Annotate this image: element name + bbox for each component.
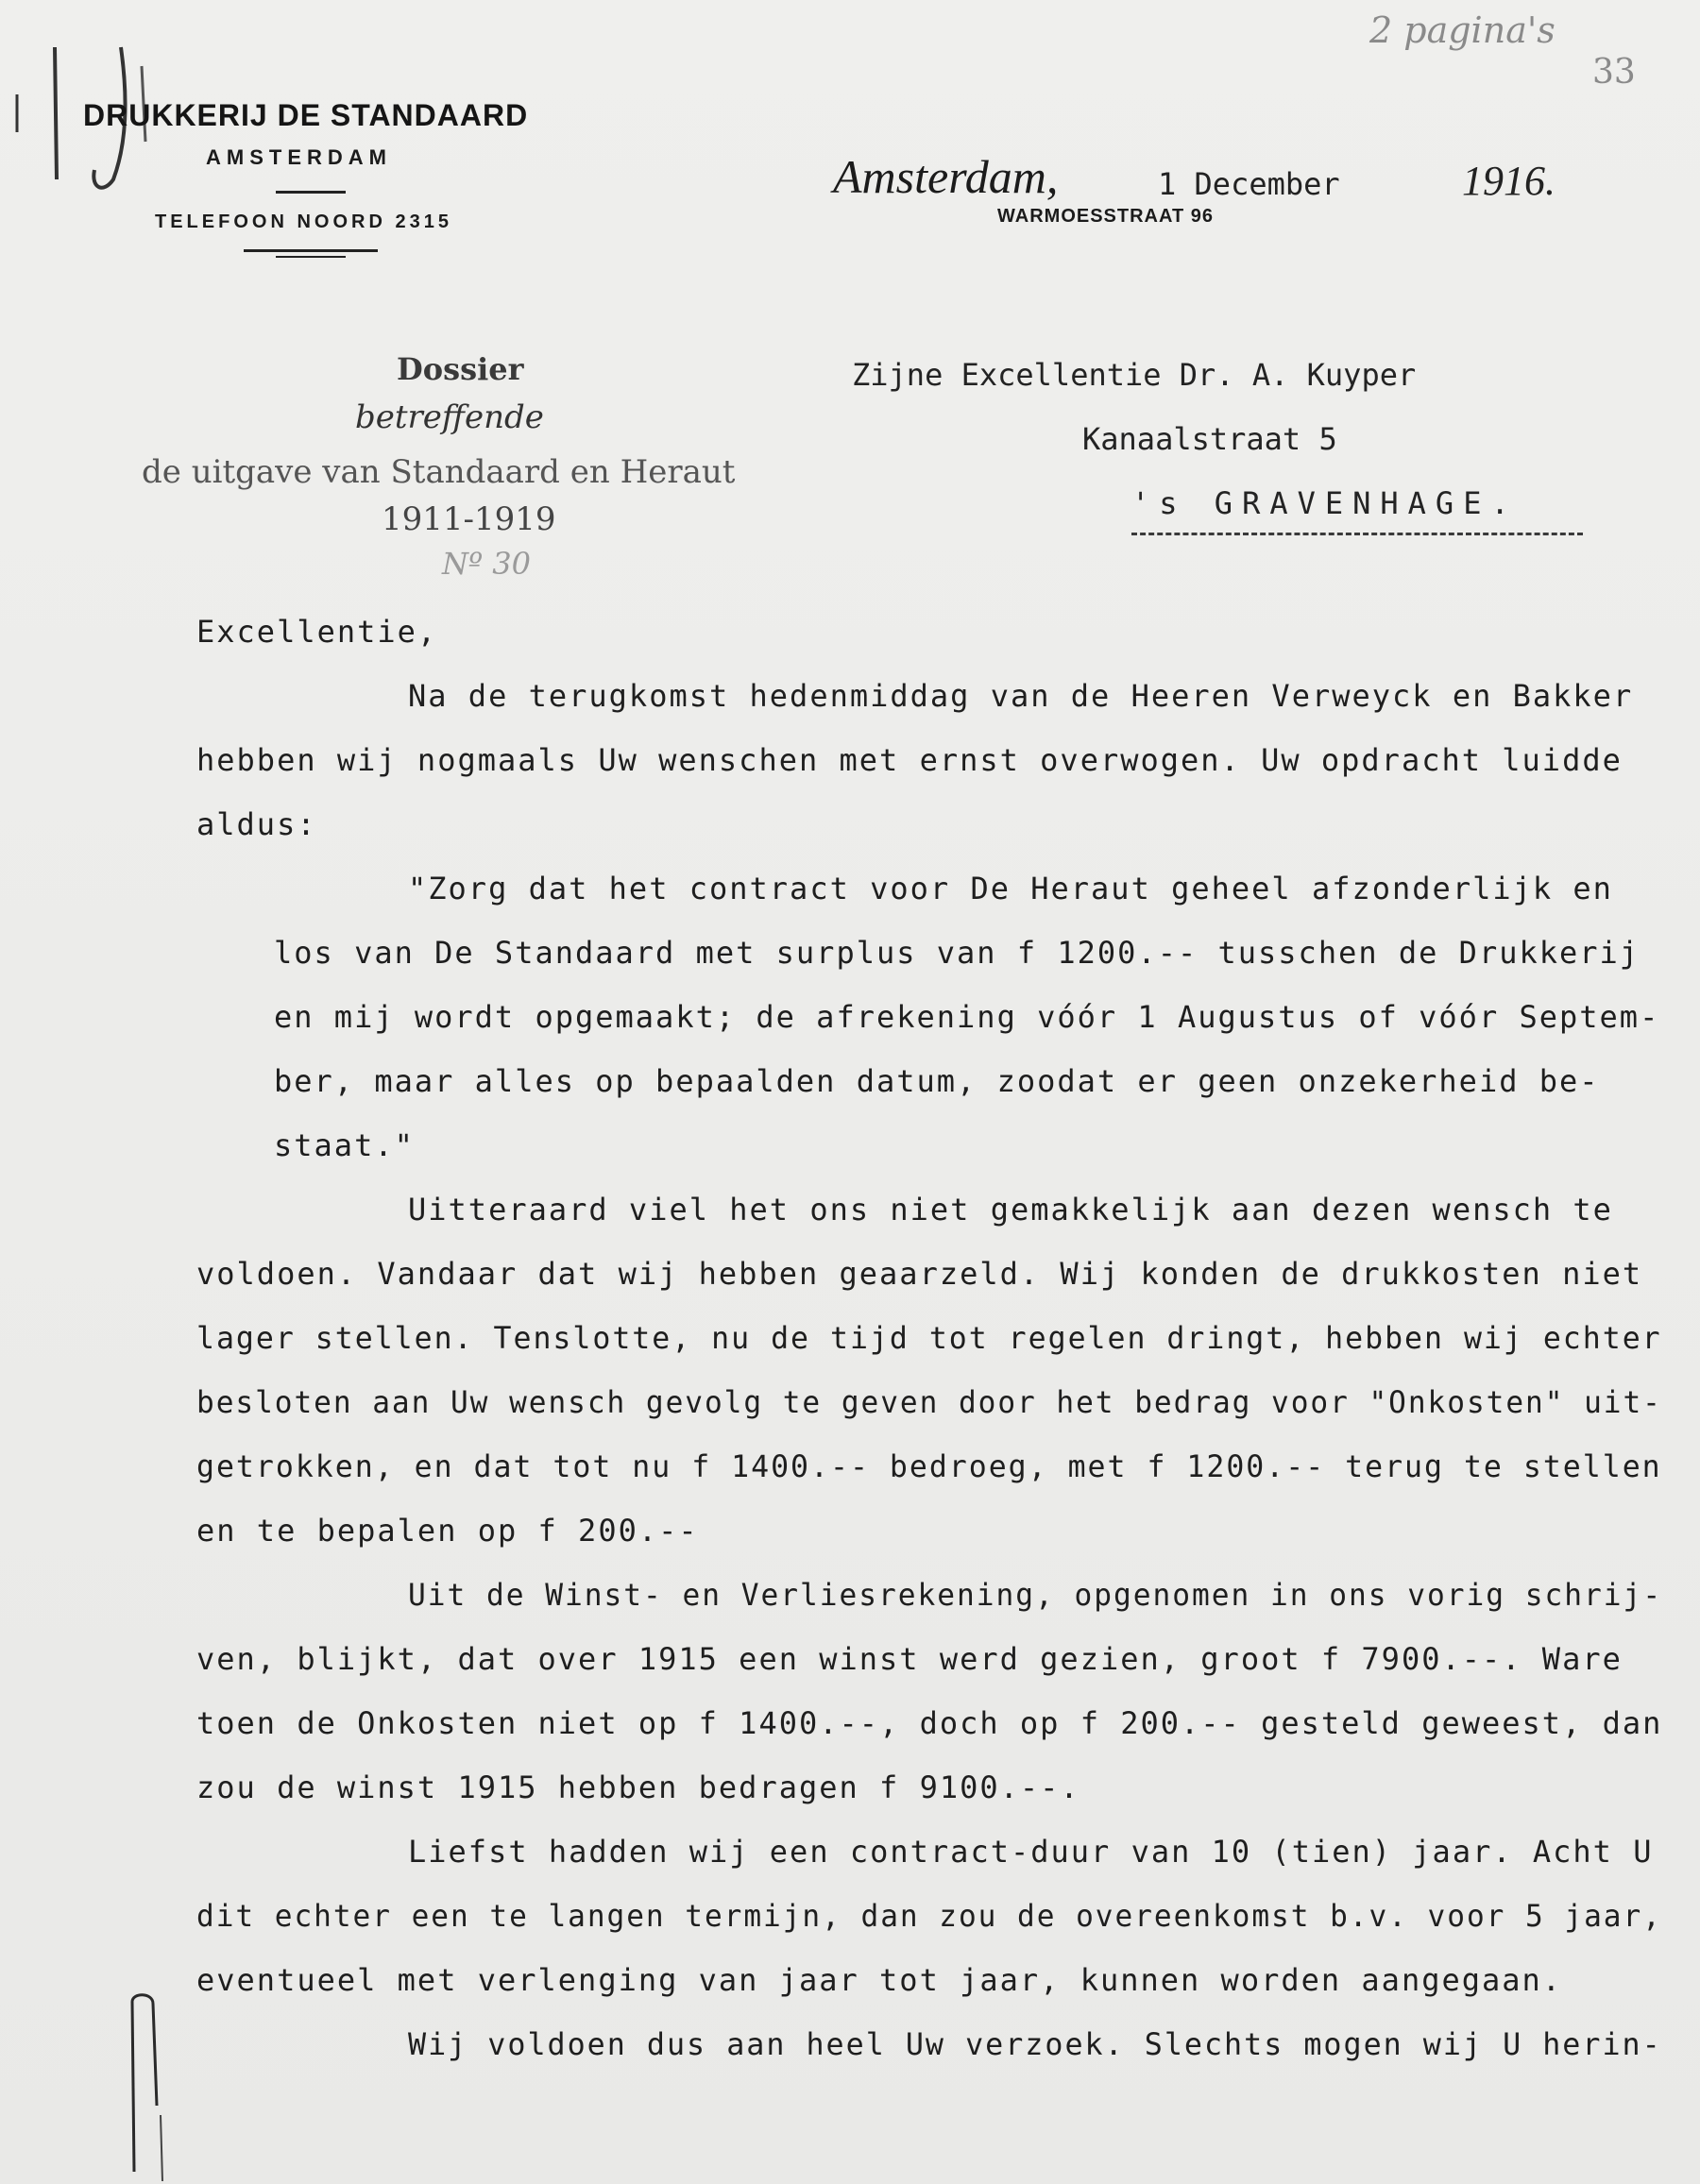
- letterhead-divider: [276, 256, 346, 258]
- pencil-annotation: Nº 30: [442, 546, 531, 582]
- addressee-street: Kanaalstraat 5: [1082, 421, 1337, 457]
- quote-line: ber, maar alles op bepaalden datum, zoodat er geen onzekerheid be-: [274, 1063, 1600, 1099]
- body-line: getrokken, en dat tot nu f 1400.-- bedroeg, met f 1200.-- terug te stellen: [196, 1448, 1662, 1484]
- stamp-line: de uitgave van Standaard en Heraut: [142, 453, 736, 491]
- pencil-annotation: 2 pagina's: [1369, 9, 1556, 51]
- body-line: Uitteraard viel het ons niet gemakkelijk aan dezen wensch te: [408, 1192, 1613, 1227]
- addressee-name: Zijne Excellentie Dr. A. Kuyper: [852, 357, 1417, 393]
- body-line: toen de Onkosten niet op f 1400.--, doch op f 200.-- gesteld geweest, dan: [196, 1705, 1663, 1741]
- body-line: ven, blijkt, dat over 1915 een winst werd gezien, groot f 7900.--. Ware: [196, 1641, 1623, 1677]
- salutation: Excellentie,: [196, 614, 438, 650]
- body-line: Uit de Winst- en Verliesrekening, opgenomen in ons vorig schrij-: [408, 1577, 1663, 1613]
- body-line: eventueel met verlenging van jaar tot jaar, kunnen worden aangegaan.: [196, 1962, 1563, 1998]
- letterhead-divider: [276, 191, 346, 194]
- body-line: hebben wij nogmaals Uw wenschen met ernst overwogen. Uw opdracht luidde: [196, 742, 1623, 778]
- company-street: WARMOESSTRAAT 96: [997, 206, 1214, 227]
- quote-line: staat.": [274, 1127, 415, 1163]
- body-line: voldoen. Vandaar dat wij hebben geaarzeld. Wij konden de drukkosten niet: [196, 1256, 1643, 1292]
- quote-line: los van De Standaard met surplus van f 1200.-- tusschen de Drukkerij: [274, 935, 1640, 971]
- body-line: Liefst hadden wij een contract-duur van 10 (tien) jaar. Acht U: [408, 1834, 1654, 1870]
- body-line: Na de terugkomst hedenmiddag van de Heeren Verweyck en Bakker: [408, 678, 1634, 714]
- body-line: en te bepalen op f 200.--: [196, 1513, 699, 1549]
- body-line: zou de winst 1915 hebben bedragen f 9100.--.: [196, 1769, 1080, 1805]
- addressee-city: 's GRAVENHAGE.: [1131, 485, 1519, 521]
- stamp-years: 1911-1919: [382, 500, 556, 538]
- stamp-title: Dossier: [397, 351, 524, 387]
- body-line: dit echter een te langen termijn, dan zou de overeenkomst b.v. voor 5 jaar,: [196, 1898, 1662, 1934]
- letter-place: Amsterdam,: [833, 150, 1059, 203]
- body-line: aldus:: [196, 806, 317, 842]
- body-line: lager stellen. Tenslotte, nu de tijd tot regelen dringt, hebben wij echter: [196, 1320, 1662, 1356]
- margin-clip-mark: [104, 1992, 189, 2184]
- company-city: AMSTERDAM: [206, 145, 392, 169]
- address-underline: [1131, 533, 1583, 535]
- body-line: Wij voldoen dus aan heel Uw verzoek. Slechts mogen wij U herin-: [408, 2026, 1662, 2062]
- letterhead-divider: [244, 249, 378, 252]
- quote-line: "Zorg dat het contract voor De Heraut geheel afzonderlijk en: [408, 871, 1613, 906]
- page-number: 33: [1592, 53, 1636, 92]
- stamp-line: betreffende: [355, 398, 544, 436]
- quote-line: en mij wordt opgemaakt; de afrekening vóór 1 Augustus of vóór Septem-: [274, 999, 1660, 1035]
- company-phone: TELEFOON NOORD 2315: [155, 212, 452, 232]
- letter-year: 1916.: [1462, 158, 1556, 204]
- company-name: DRUKKERIJ DE STANDAARD: [83, 98, 529, 132]
- body-line: besloten aan Uw wensch gevolg te geven door het bedrag voor "Onkosten" uit-: [196, 1384, 1662, 1420]
- letter-date: 1 December: [1158, 166, 1340, 202]
